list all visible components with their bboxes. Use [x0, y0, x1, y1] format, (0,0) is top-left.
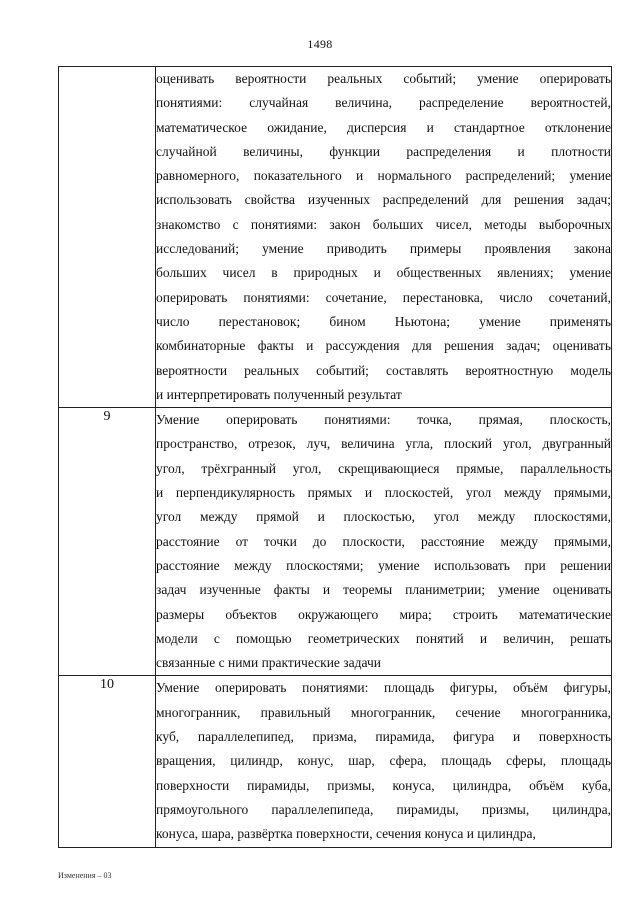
requirement-text-cell [156, 67, 612, 408]
text-line: задач изученные факты и теоремы планиметрии; умение оценивать [156, 582, 611, 598]
footer-revision-note: Изменения – 03 [58, 871, 112, 880]
text-line: вероятности реальных событий; составлять вероятностную модель [156, 362, 611, 378]
text-line: и перпендикулярность прямых и плоскостей, угол между прямыми, [156, 485, 611, 501]
text-line: комбинаторные факты и рассуждения для решения задач; оценивать [156, 338, 611, 354]
table-row [59, 408, 612, 676]
text-line: Умение оперировать понятиями: точка, прямая, плоскость, [156, 412, 611, 428]
row-number-cell: 9 [59, 408, 156, 676]
table-row [59, 67, 612, 408]
row-number-cell [59, 67, 156, 408]
text-line: расстояние между плоскостями; умение использовать при решении [156, 557, 611, 573]
text-line: расстояние от точки до плоскости, расстояние между прямыми, [156, 533, 611, 549]
requirement-text-cell [156, 676, 612, 847]
text-line: поверхности пирамиды, призмы, конуса, цилиндра, объём куба, [156, 777, 611, 793]
requirements-table [58, 66, 612, 848]
text-line: число перестановок; бином Ньютона; умение применять [156, 313, 611, 329]
text-line: угол, трёхгранный угол, скрещивающиеся прямые, параллельность [156, 460, 611, 476]
text-line: модели с помощью геометрических понятий и величин, решать [156, 630, 611, 646]
text-line: больших чисел в природных и общественных явлениях; умение [156, 265, 611, 281]
text-line: случайной величины, функции распределения и плотности [156, 143, 611, 159]
text-line: многогранник, правильный многогранник, сечение многогранника, [156, 704, 611, 720]
text-line: математическое ожидание, дисперсия и стандартное отклонение [156, 119, 611, 135]
text-line: связанные с ними практические задачи [156, 655, 381, 671]
text-line: использовать свойства изученных распределений для решения задач; [156, 192, 611, 208]
text-line: размеры объектов окружающего мира; строить математические [156, 606, 611, 622]
text-line: угол между прямой и плоскостью, угол между плоскостями, [156, 509, 611, 525]
page-number: 1498 [307, 37, 333, 51]
text-line: куб, параллелепипед, призма, пирамида, фигура и поверхность [156, 729, 611, 745]
text-line: исследований; умение приводить примеры проявления закона [156, 241, 611, 257]
text-line: конуса, шара, развёртка поверхности, сечения конуса и цилиндра, [156, 826, 536, 842]
text-line: оперировать понятиями: сочетание, перестановка, число сочетаний, [156, 289, 611, 305]
row-number-cell: 10 [59, 676, 156, 847]
text-line: Умение оперировать понятиями: площадь фигуры, объём фигуры, [156, 680, 611, 696]
text-line: равномерного, показательного и нормального распределений; умение [156, 168, 611, 184]
table-row [59, 676, 612, 847]
requirement-text-cell [156, 408, 612, 676]
text-line: пространство, отрезок, луч, величина угла, плоский угол, двугранный [156, 436, 611, 452]
text-line: понятиями: случайная величина, распределение вероятностей, [156, 95, 611, 111]
text-line: прямоугольного параллелепипеда, пирамиды, призмы, цилиндра, [156, 801, 611, 817]
text-line: вращения, цилиндр, конус, шар, сфера, площадь сферы, площадь [156, 753, 611, 769]
text-line: и интерпретировать полученный результат [156, 386, 402, 402]
text-line: оценивать вероятности реальных событий; умение оперировать [156, 71, 611, 86]
text-line: знакомство с понятиями: закон больших чисел, методы выборочных [156, 216, 611, 232]
